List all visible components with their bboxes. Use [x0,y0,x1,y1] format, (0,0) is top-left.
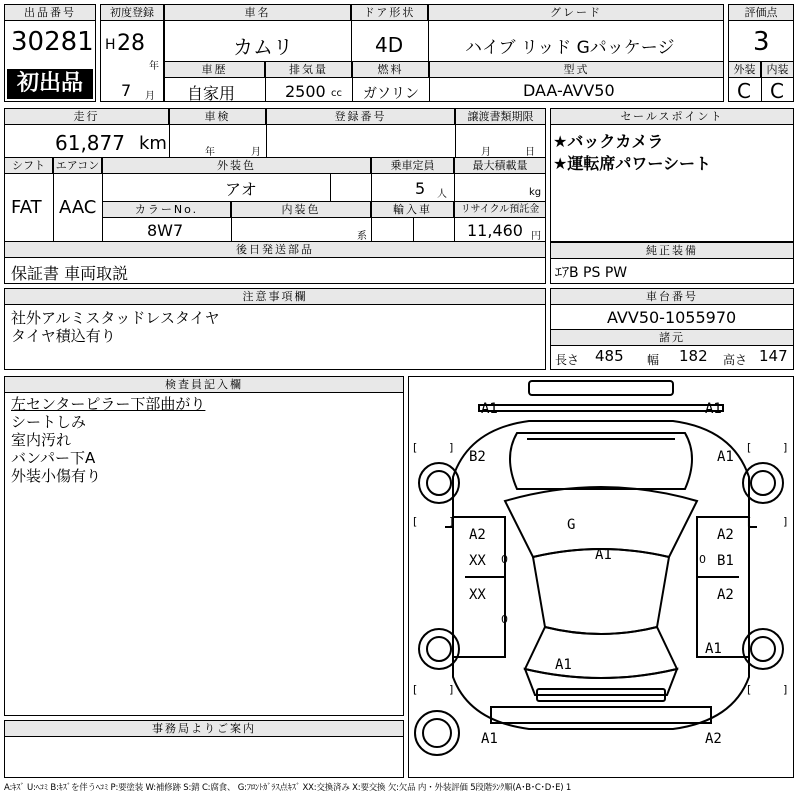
damage-mark: A2 [705,731,722,747]
inspector-line: シートしみ [11,413,87,431]
lot-box [4,4,96,102]
displacement: 2500 [285,82,326,101]
car-name-label: 車名 [165,5,351,21]
sales-box [550,108,794,242]
colorno: 8W7 [147,221,184,240]
displacement-unit: cc [331,88,342,99]
capacity: 5 [415,179,426,198]
regno-label: 登録番号 [267,109,455,125]
import-label: 輸入車 [372,202,454,218]
damage-mark: A2 [717,527,734,543]
damage-mark: XX [469,587,486,603]
damage-mark: A1 [555,657,572,673]
damage-mark: A1 [595,547,612,563]
colorno-label: カラーNo. [103,202,231,218]
door-label: ドア形状 [352,5,428,21]
reg-month: 7 [121,81,132,100]
caution-line: タイヤ積込有り [11,327,116,345]
interior-grade: C [770,79,784,103]
damage-mark: A2 [717,587,734,603]
intcolor-label: 内装色 [232,202,371,218]
bracket: ] [449,515,454,528]
load-label: 最大積載量 [455,158,545,174]
grade-label: グレード [429,5,723,21]
bracket: [ [413,683,418,696]
later-parts: 保証書 車両取説 [11,264,129,283]
shift-label: シフト [5,158,53,174]
bracket: ] [783,515,788,528]
bracket: ] [783,683,788,696]
zero-mark: 0 [501,613,508,626]
bracket: [ [747,683,752,696]
inspection-year-unit: 年 [205,147,215,158]
details-box [4,108,546,284]
recycle-label: リサイクル預託金 [455,202,545,218]
history: 自家用 [187,84,236,103]
reg-month-unit: 月 [145,91,155,102]
zero-mark: 0 [501,553,508,566]
shift: FAT [11,197,42,218]
damage-mark: A1 [717,449,734,465]
reg-label: 初度登録 [101,5,163,21]
intcolor-unit: 系 [357,231,367,242]
grade: ハイブ リッド Gパッケージ [465,38,675,58]
later-label: 後日発送部品 [5,242,545,258]
car-info-box [164,4,724,102]
damage-mark: A1 [705,641,722,657]
score-box [728,4,794,102]
bracket: [ [413,441,418,454]
chassis-box [550,288,794,370]
capacity-label: 乗車定員 [372,158,454,174]
inspection-label: 車検 [170,109,266,125]
mileage-unit: km [139,133,167,154]
bracket: [ [413,515,418,528]
damage-mark: XX [469,553,486,569]
sales-label: セールスポイント [551,109,793,125]
transfer-month-unit: 月 [481,147,491,158]
length-label: 長さ [555,353,580,367]
exterior-label: 外装 [729,62,761,78]
legend: A:ｷｽﾞ U:ﾍｺﾐ B:ｷｽﾞを伴うﾍｺﾐ P:要塗装 W:補修跡 S:錆 C:腐食、 G:ﾌﾛﾝﾄｶﾞﾗｽ点ｷｽﾞ XX:交換済み X:要交換 欠:欠品 内・外装評価 5段階ﾗﾝｸ順(A･B･C･D･E) 1 [4,783,572,793]
office-label: 事務局よりご案内 [5,721,403,737]
office-box [4,720,404,778]
displacement-label: 排気量 [266,62,352,78]
bracket: [ [747,515,752,528]
dims-label: 諸元 [551,330,793,346]
load-unit: kg [529,187,542,198]
mileage: 61,877 [55,131,125,155]
model-label: 型式 [430,62,723,78]
color: アオ [225,180,257,199]
caution-box [4,288,546,370]
caution-label: 注意事項欄 [5,289,545,305]
lot-number: 30281 [11,27,94,57]
inspection-month-unit: 月 [251,147,261,158]
door-type: 4D [375,33,404,57]
caution-line: 社外アルミスタッドレスタイヤ [11,309,220,327]
damage-mark: A2 [469,527,486,543]
inspector-line: 左センターピラー下部曲がり [11,395,206,413]
height-label: 高さ [723,353,748,367]
bracket: ] [449,683,454,696]
sales-item: ★運転席パワーシート [553,154,712,173]
chassis-label: 車台番号 [551,289,793,305]
car-diagram [408,376,794,778]
ac: AAC [59,197,97,218]
bracket: [ [747,441,752,454]
damage-mark: A1 [481,401,498,417]
model: DAA-AVV50 [523,81,615,100]
equipment-label: 純正装備 [551,243,793,259]
score-label: 評価点 [729,5,793,21]
width-label: 幅 [647,353,660,367]
inspector-line: 室内汚れ [11,431,72,449]
history-label: 車歴 [165,62,265,78]
score: 3 [753,27,770,57]
reg-era: H [105,37,116,53]
transfer-day-unit: 日 [525,147,535,158]
car-outline [409,377,793,777]
equipment: ｴｱB PS PW [555,265,628,281]
damage-mark: A1 [481,731,498,747]
inspector-line: バンパー下A [11,449,96,467]
chassis-number: AVV50-1055970 [607,308,737,327]
zero-mark: 0 [699,553,706,566]
reg-year-unit: 年 [149,61,159,72]
interior-label: 内装 [762,62,793,78]
sales-item: ★バックカメラ [553,132,664,151]
ac-label: エアコン [54,158,102,174]
damage-mark: A1 [705,401,722,417]
transfer-label: 譲渡書類期限 [456,109,545,125]
damage-mark: G [567,517,576,533]
lot-label: 出品番号 [5,5,95,21]
inspector-label: 検査員記入欄 [5,377,403,393]
damage-mark: B1 [717,553,734,569]
mileage-label: 走行 [5,109,169,125]
damage-mark: B2 [469,449,486,465]
inspector-box [4,376,404,716]
color-label: 外装色 [103,158,371,174]
recycle: 11,460 [467,221,523,240]
length: 485 [595,347,624,365]
reg-box [100,4,164,102]
capacity-unit: 人 [437,189,447,200]
height: 147 [759,347,788,365]
fuel: ガソリン [363,86,419,102]
reg-year: 28 [117,31,145,56]
bracket: ] [783,441,788,454]
first-listing-badge: 初出品 [7,69,93,99]
equipment-box [550,242,794,284]
car-name: カムリ [233,35,293,59]
fuel-label: 燃料 [353,62,429,78]
width: 182 [679,347,708,365]
bracket: ] [449,441,454,454]
inspector-line: 外装小傷有り [11,467,102,485]
recycle-unit: 円 [531,231,541,242]
exterior-grade: C [737,79,751,103]
